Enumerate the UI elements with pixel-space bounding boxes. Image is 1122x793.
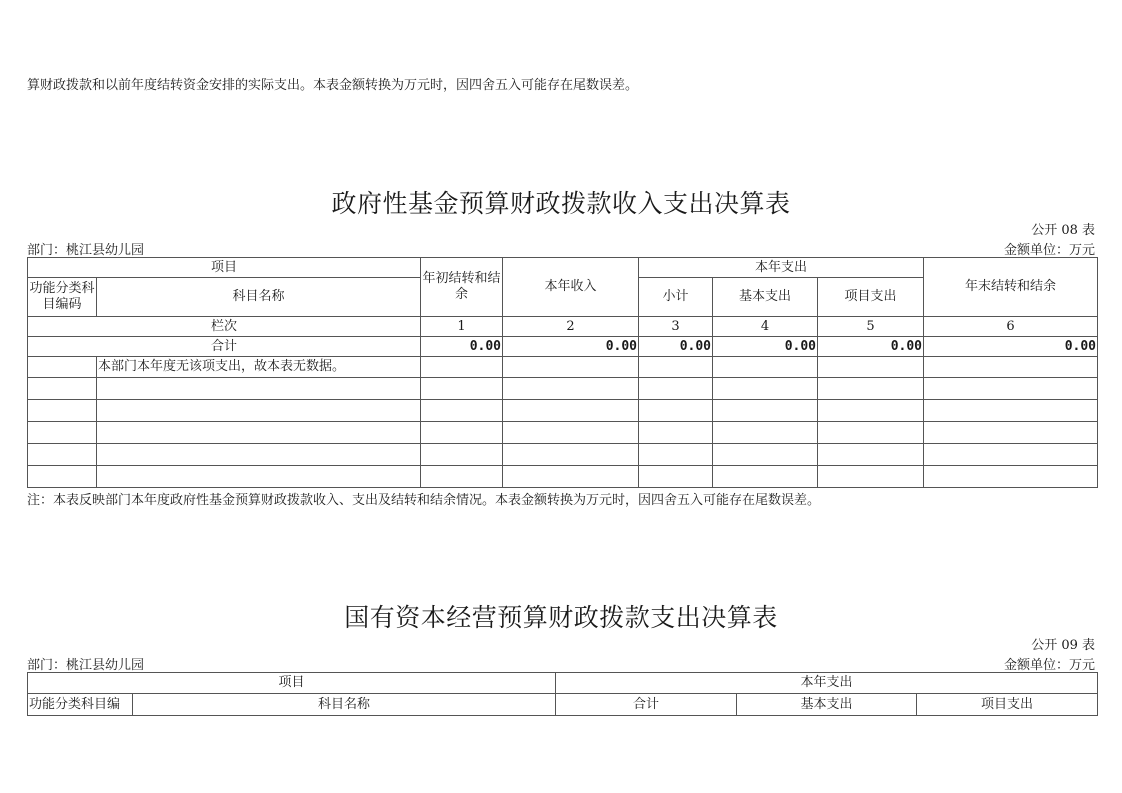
header-func-code: 功能分类科目编码: [28, 278, 97, 317]
header-item: 项目: [28, 258, 421, 278]
column-number: 1: [421, 317, 503, 337]
column-number: 6: [924, 317, 1098, 337]
table09-unit: 金额单位：万元: [1003, 658, 1095, 673]
total-value: 0.00: [639, 337, 713, 357]
table09-header-func-code: 功能分类科目编: [28, 694, 133, 716]
header-project: 项目支出: [818, 278, 924, 317]
total-value: 0.00: [818, 337, 924, 357]
column-row-label: 栏次: [28, 317, 421, 337]
table08-department: 部门：桃江县幼儿园: [27, 243, 145, 258]
table09-header-expenditure: 本年支出: [556, 673, 1098, 694]
header-basic: 基本支出: [713, 278, 818, 317]
table08-code: 公开 08 表: [1031, 223, 1095, 238]
table-row: [28, 444, 1098, 466]
table08-unit: 金额单位：万元: [1003, 243, 1095, 258]
table09-code: 公开 09 表: [1031, 638, 1095, 653]
table08-grid: [27, 257, 1098, 488]
total-value: 0.00: [713, 337, 818, 357]
total-value: 0.00: [924, 337, 1098, 357]
total-value: 0.00: [503, 337, 639, 357]
column-number: 4: [713, 317, 818, 337]
column-number: 5: [818, 317, 924, 337]
total-value: 0.00: [421, 337, 503, 357]
table09-title: 国有资本经营预算财政拨款支出决算表: [344, 603, 778, 632]
top-note: 算财政拨款和以前年度结转资金安排的实际支出。本表金额转换为万元时，因四舍五入可能存在尾数误差。: [27, 78, 639, 93]
header-income: 本年收入: [503, 258, 639, 317]
header-closing-balance: 年末结转和结余: [924, 258, 1098, 317]
header-expenditure: 本年支出: [639, 258, 924, 278]
table08-footnote: 注：本表反映部门本年度政府性基金预算财政拨款收入、支出及结转和结余情况。本表金额转换为万元时，因四舍五入可能存在尾数误差。: [27, 493, 821, 508]
header-opening-balance: 年初结转和结余: [421, 258, 503, 317]
table-row: [28, 422, 1098, 444]
table-row: [28, 400, 1098, 422]
table09-department: 部门：桃江县幼儿园: [27, 658, 145, 673]
column-number: 3: [639, 317, 713, 337]
table09-grid: [27, 672, 1098, 716]
total-row: [28, 337, 1098, 357]
table-row: [28, 466, 1098, 488]
header-subject-name: 科目名称: [97, 278, 421, 317]
table09-header-total: 合计: [556, 694, 737, 716]
header-subtotal: 小计: [639, 278, 713, 317]
table-row: [28, 357, 1098, 378]
table09-header-project: 项目支出: [917, 694, 1098, 716]
table09-header-basic: 基本支出: [737, 694, 917, 716]
table09-header-item: 项目: [28, 673, 556, 694]
column-number-row: [28, 317, 1098, 337]
table09-header-subject-name: 科目名称: [133, 694, 556, 716]
total-row-label: 合计: [28, 337, 421, 357]
table-row: [28, 378, 1098, 400]
no-data-text: 本部门本年度无该项支出，故本表无数据。: [97, 357, 421, 378]
column-number: 2: [503, 317, 639, 337]
table08-title: 政府性基金预算财政拨款收入支出决算表: [331, 189, 791, 218]
